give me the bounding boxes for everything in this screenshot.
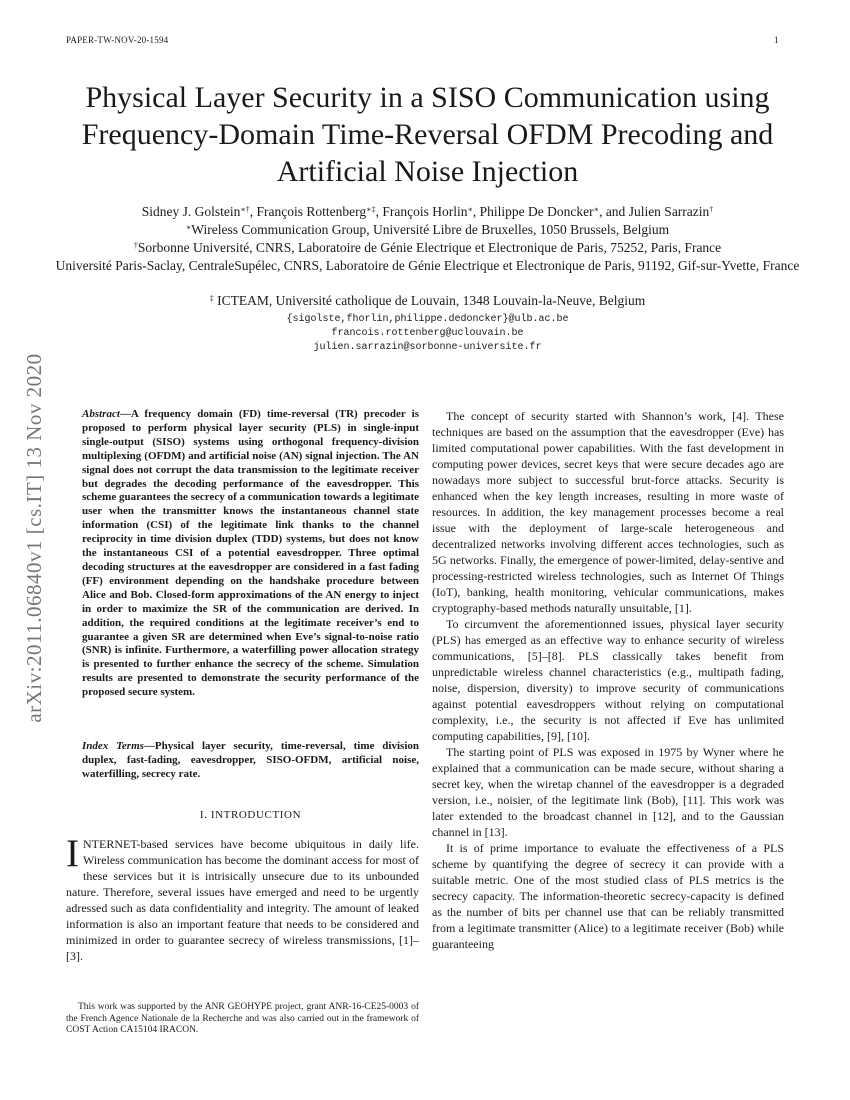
body-paragraph: The concept of security started with Shannon’s work, [4]. These techniques are based on the assumption that the eavesdropper (Eve) has limited computational power capabilities. With the fast development in computing power devices, secret keys that were secure decades ago are nowadays more subject to successful brut-force attacks. Security is enhanced when the key length increases, resulting in more waste of resources. In addition, the key management processes become a real issue with the deployment of large-scale heterogeneous and decentralized networks involving different acces technologies, such as 5G networks. Finally, the emergence of power-limited, delay-sentive and processing-restricted wireless technologies, such as Internet Of Things (IoT), banking, health monitoring, vehicular communications, makes cryptography-based methods naturally unsuitable, [1].	[432, 409, 784, 615]
author-marks: ∗‡	[366, 205, 376, 214]
abstract-label: Abstract	[82, 408, 120, 420]
arxiv-stamp: arXiv:2011.06840v1 [cs.IT] 13 Nov 2020	[22, 353, 46, 723]
index-terms-label: Index Terms	[82, 740, 144, 752]
introduction-paragraph	[66, 832, 419, 964]
author-marks: †	[709, 205, 714, 214]
author-marks: ∗	[593, 205, 600, 214]
abstract-text: —A frequency domain (FD) time-reversal (TR) precoder is proposed to perform physical layer security (PLS) in single-input single-output (SISO) systems using orthogonal frequency-division multiplexing (OFDM) and artificial noise (AN) signal injection. The AN signal does not corrupt the data transmission to the legitimate receiver but degrades the decoding performance of the eavesdropper. This scheme guarantees the secrecy of a communication towards a legitimate user when the transmitter knows the instantaneous channel state information (CSI) of the legitimate link thanks to the channel reciprocity in time division duplex (TDD) systems, but does not know the instantaneous CSI of a potential eavesdropper. Three optimal decoding structures at the eavesdropper are considered in a fast fading (FF) environment depending on the handshake procedure between Alice and Bob. Closed-form approximations of the AN energy to inject in order to maximize the SR of the communication are derived. In addition, the required conditions at the legitimate receiver’s end to guarantee a given SR are determined when Eve’s signal-to-noise ratio (SNR) is infinite. Furthermore, a waterfilling power allocation strategy is presented to further enhance the secrecy of the scheme. Simulation results are presented to demonstrate the security performance of the proposed secure system.	[82, 408, 419, 699]
affiliation-3: Université Paris-Saclay, CentraleSupélec, CNRS, Laboratoire de Génie Electrique et Electronique de Paris, 91192, Gif-sur-Yvette, France	[55, 258, 800, 273]
right-column	[432, 408, 784, 952]
paper-id-header: PAPER-TW-NOV-20-1594	[66, 35, 169, 45]
abstract	[82, 408, 419, 700]
email-line: {sigolste,fhorlin,philippe.dedoncker}@ulb.ac.be	[286, 314, 569, 325]
affiliation-mark: ∗	[185, 223, 192, 232]
body-paragraph: It is of prime importance to evaluate the effectiveness of a PLS scheme by quantifying the degree of secrecy it can provide with a suitable metric. One of the most studied class of PLS metrics is the secrecy capacity. The information-theoretic secrecy-capacity is defined as the number of bits per channel use that can be reliably transmitted from a legitimate transmitter (Alice) to a legitimate receiver (Bob) while guaranteeing	[432, 841, 784, 951]
affiliation-1	[40, 221, 815, 239]
author-marks: ∗	[467, 205, 473, 214]
introduction-text: NTERNET-based services have become ubiquitous in daily life. Wireless communication has become the dominant access for most of these services but it is intrisically unsecure due to its unbounded nature. Therefore, several issues have emerged and need to be urgently adressed such as data confidentiality and integrity. The amount of leaked information is also an important feature that needs to be considered and minimized in order to guarantee secrecy of wireless transmissions, [1]–[3].	[66, 837, 419, 963]
author-name: Sidney J. Golstein	[141, 204, 241, 219]
drop-cap: I	[66, 832, 79, 875]
page-number: 1	[774, 35, 779, 45]
footnote-text: This work was supported by the ANR GEOHYPE project, grant ANR-16-CE25-0003 of the French Agence Nationale de la Recherche and was also carried out in the framework of COST Action CA15104 IRACON.	[66, 1002, 419, 1035]
affiliation-text: ICTEAM, Université catholique de Louvain, 1348 Louvain-la-Neuve, Belgium	[213, 293, 646, 308]
body-paragraph: The starting point of PLS was exposed in 1975 by Wyner where he explained that a communication can be made secure, without sharing a secret key, when the wiretap channel of the eavesdropper is a degraded version, i.e., noisier, of the legitimate link (Bob), [11]. This work was later extended to the broadcast channel in [12], and to the Gaussian channel in [13].	[432, 745, 784, 839]
index-terms	[82, 740, 419, 782]
author-name: Philippe De Doncker	[479, 204, 594, 219]
affiliation-text: Wireless Communication Group, Université Libre de Bruxelles, 1050 Brussels, Belgium	[191, 222, 670, 237]
author-name: François Horlin	[382, 204, 468, 219]
affiliation-2	[40, 239, 815, 257]
affiliation-mark: ‡	[209, 294, 214, 303]
body-paragraph: To circumvent the aforementionned issues, physical layer security (PLS) has emerged as an effective way to enhance security of wireless communications, [5]–[8]. PLS classically takes benefit from unpredictable wireless channel characteristics (e.g., multipath fading, noise, dispersion, diversity) to improve security of communications against potential eavesdroppers without relying on computational complexity, i.e., the security is not affected if Eve has unlimited computing capabilities, [9], [10].	[432, 617, 784, 743]
footnote	[66, 1002, 419, 1037]
section-heading: I. INTRODUCTION	[199, 809, 302, 821]
index-terms-text: —Physical layer security, time-reversal, time division duplex, fast-fading, eavesdropper, SISO-OFDM, artificial noise, waterfilling, secrecy rate.	[82, 740, 419, 780]
affiliation-mark: †	[133, 241, 138, 250]
author-marks: ∗†	[240, 205, 250, 214]
email-line: julien.sarrazin@sorbonne-universite.fr	[313, 342, 542, 353]
author-name: François Rottenberg	[256, 204, 367, 219]
email-line: francois.rottenberg@uclouvain.be	[331, 328, 524, 339]
affiliation-4	[40, 292, 815, 310]
paper-title: Physical Layer Security in a SISO Communication using Frequency-Domain Time-Reversal OFDM Precoding and Artificial Noise Injection	[81, 81, 774, 188]
author-name: Julien Sarrazin	[628, 204, 710, 219]
affiliation-text: Sorbonne Université, CNRS, Laboratoire de Génie Electrique et Electronique de Paris, 75252, Paris, France	[137, 240, 722, 255]
author-list: Sidney J. Golstein∗†, François Rottenberg∗‡, François Horlin∗, Philippe De Doncker∗, and Julien Sarrazin†	[141, 204, 714, 219]
